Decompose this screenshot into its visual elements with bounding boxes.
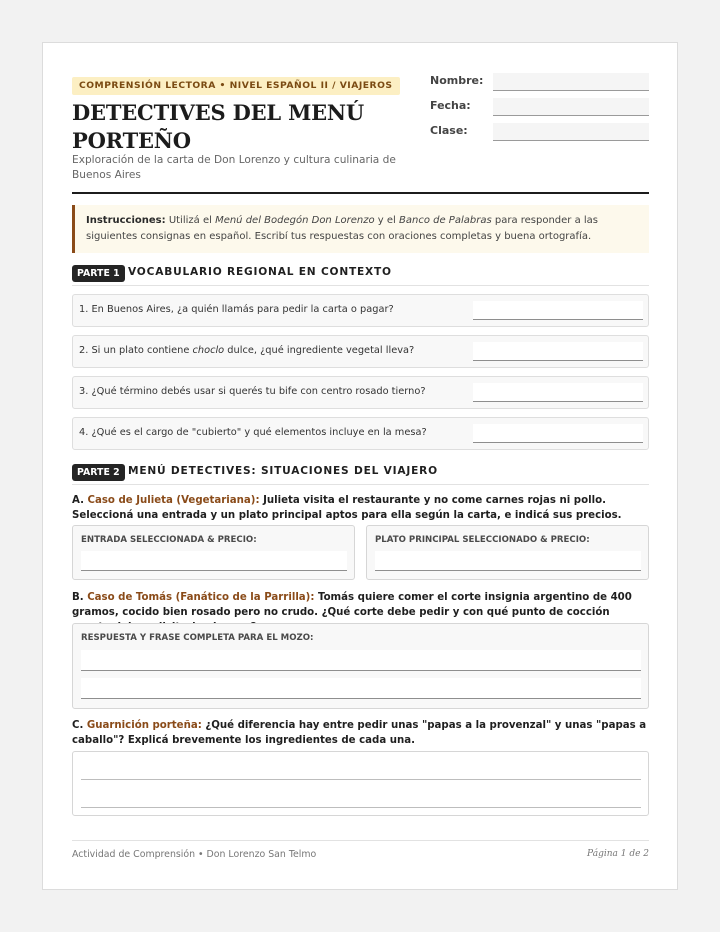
- case-b-text: Tomás quiere comer el corte insignia argentino de 400 gramos, cocido bien rosado pero no crudo. ¿Qué corte debe pedir y con qué punto de cocción: [72, 592, 632, 618]
- case-c-name: Guarnición porteña:: [86, 720, 202, 731]
- question-2-emphasis: choclo: [192, 345, 225, 356]
- case-c-answer-line-1: [81, 779, 641, 780]
- question-3: [72, 376, 649, 409]
- question-3-text: 3. ¿Qué término debés usar si querés tu bife con centro rosado tierno?: [79, 386, 426, 397]
- instructions-box: [72, 205, 649, 253]
- case-c-letter: C.: [72, 720, 87, 731]
- case-a-main-field[interactable]: [375, 551, 641, 571]
- case-a-letter: A.: [72, 495, 88, 506]
- case-b-answer-label: RESPUESTA Y FRASE COMPLETA PARA EL MOZO:: [81, 633, 314, 643]
- question-2-answer-field[interactable]: [473, 342, 643, 361]
- question-2: [72, 335, 649, 368]
- menu-title-ref: Menú del Bodegón Don Lorenzo: [215, 215, 375, 226]
- worksheet-subtitle: Exploración de la carta de Don Lorenzo y cultura culinaria de Buenos Aires: [72, 154, 396, 181]
- case-b-answer-line-2[interactable]: [81, 678, 641, 699]
- footer-activity: Actividad de Comprensión • Don Lorenzo San Telmo: [72, 849, 317, 860]
- class-field-row: [430, 123, 649, 148]
- part-1-title: VOCABULARIO REGIONAL EN CONTEXTO: [128, 266, 392, 278]
- worksheet-header: [72, 73, 649, 194]
- instructions-text: y el: [374, 215, 399, 226]
- name-field-row: [430, 73, 649, 98]
- title-line-2: PORTEÑO: [72, 128, 191, 153]
- question-4-answer-field[interactable]: [473, 424, 643, 443]
- header-divider: [72, 192, 649, 194]
- question-1-answer-field[interactable]: [473, 301, 643, 320]
- case-a-main-box: [366, 525, 649, 580]
- case-c-prompt: [72, 718, 649, 748]
- student-info-fields: [430, 73, 649, 148]
- date-field-row: [430, 98, 649, 123]
- question-1-text: 1. En Buenos Aires, ¿a quién llamás para pedir la carta o pagar?: [79, 304, 394, 315]
- class-field-label: Clase:: [430, 124, 468, 137]
- question-1: [72, 294, 649, 327]
- part-1-badge: PARTE 1: [72, 265, 125, 282]
- question-3-answer-field[interactable]: [473, 383, 643, 402]
- worksheet-page: [42, 42, 678, 890]
- case-a-name: Caso de Julieta (Vegetariana):: [87, 495, 260, 506]
- case-a-prompt: [72, 493, 649, 523]
- question-2-text-end: dulce, ¿qué ingrediente vegetal lleva?: [224, 345, 415, 356]
- footer-divider: [72, 840, 649, 841]
- case-a-starter-field[interactable]: [81, 551, 347, 571]
- instructions-label: Instrucciones:: [86, 215, 166, 226]
- part-2-title: MENÚ DETECTIVES: SITUACIONES DEL VIAJERO: [128, 465, 438, 477]
- page-number: Página 1 de 2: [587, 849, 649, 859]
- case-a-text: Julieta visita el restaurante y no come carnes rojas ni pollo. Seleccioná una entrada y un plato principal aptos para ella según la carta, e indicá sus precios.: [72, 495, 622, 521]
- part-2-header: [72, 464, 649, 485]
- case-b-answer-line-1[interactable]: [81, 650, 641, 671]
- question-4: [72, 417, 649, 450]
- instructions-text: para responder a las siguientes consignas en español. Escribí tus respuestas con oraciones completas y buena ortografía.: [86, 215, 599, 242]
- name-field[interactable]: [493, 73, 649, 91]
- date-field[interactable]: [493, 98, 649, 116]
- question-2-text-start: 2. Si un plato contiene: [79, 345, 193, 356]
- part-1-header: [72, 265, 649, 286]
- case-c-answer-line-2: [81, 807, 641, 808]
- case-c-answer-box[interactable]: [72, 751, 649, 816]
- question-4-text: 4. ¿Qué es el cargo de "cubierto" y qué elementos incluye en la mesa?: [79, 427, 427, 438]
- worksheet-content: [72, 73, 649, 860]
- word-bank-ref: Banco de Palabras: [399, 215, 492, 226]
- instructions-text: Utilizá el: [165, 215, 216, 226]
- case-b-answer-box: [72, 623, 649, 709]
- worksheet-title: [72, 99, 412, 155]
- question-2-text: [79, 345, 414, 356]
- case-c-text: ¿Qué diferencia hay entre pedir unas "papas a la provenzal" y unas "papas a caballo"? Explicá brevemente los ingredientes de cada una.: [72, 720, 647, 746]
- date-field-label: Fecha:: [430, 99, 471, 112]
- level-tag: COMPRENSIÓN LECTORA • NIVEL ESPAÑOL II / VIAJEROS: [72, 77, 400, 95]
- case-b-letter: B.: [72, 592, 88, 603]
- title-line-1: DETECTIVES DEL MENÚ: [72, 100, 365, 125]
- name-field-label: Nombre:: [430, 74, 484, 87]
- case-a-main-label: PLATO PRINCIPAL SELECCIONADO & PRECIO:: [375, 535, 590, 545]
- part-2-badge: PARTE 2: [72, 464, 125, 481]
- case-a-starter-label: ENTRADA SELECCIONADA & PRECIO:: [81, 535, 257, 545]
- case-b-name: Caso de Tomás (Fanático de la Parrilla):: [87, 592, 315, 603]
- class-field[interactable]: [493, 123, 649, 141]
- case-a-starter-box: [72, 525, 355, 580]
